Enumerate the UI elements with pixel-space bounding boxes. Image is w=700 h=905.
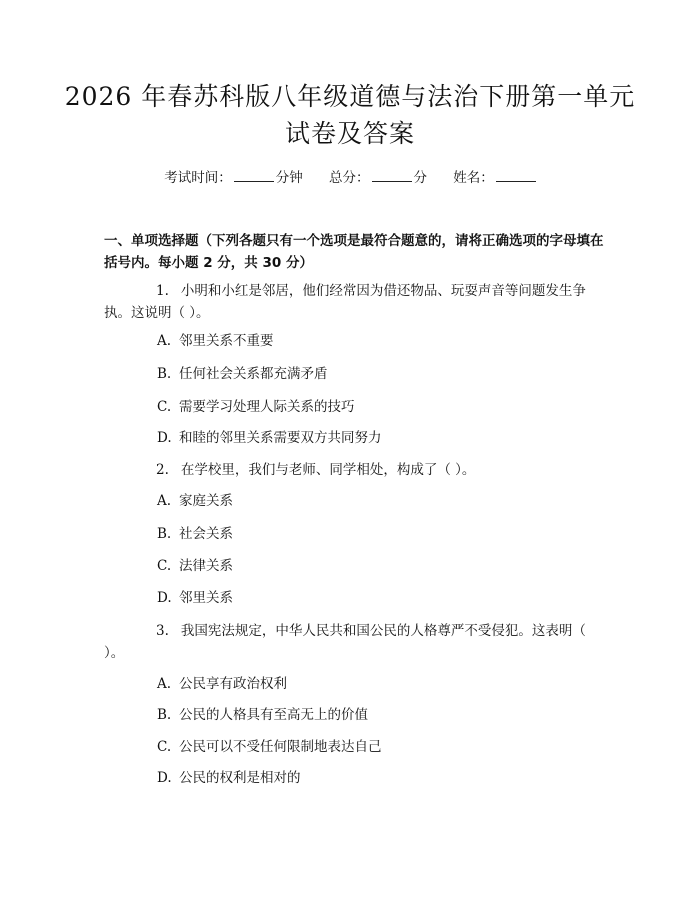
question-1 — [104, 280, 604, 324]
total-score-blank[interactable] — [372, 168, 412, 182]
question-stem: 在学校里，我们与老师、同学相处，构成了（ ）。 — [180, 462, 476, 478]
option-letter: B. — [157, 526, 172, 542]
option-text: 法律关系 — [179, 558, 233, 574]
option-text: 社会关系 — [179, 526, 233, 542]
question-3-option-b[interactable] — [157, 705, 368, 725]
question-number: 2. — [156, 462, 169, 478]
option-letter: A. — [157, 493, 172, 509]
exam-time-blank[interactable] — [234, 168, 274, 182]
option-text: 公民的权利是相对的 — [179, 770, 301, 786]
option-text: 家庭关系 — [179, 493, 233, 509]
option-letter: D. — [157, 430, 172, 446]
exam-time-field — [164, 168, 303, 188]
question-3-option-c[interactable] — [157, 737, 382, 757]
student-name-label: 姓名： — [453, 170, 494, 186]
option-letter: B. — [157, 707, 172, 723]
exam-time-label: 考试时间： — [164, 170, 232, 186]
option-letter: C. — [157, 739, 172, 755]
exam-info-line — [0, 168, 700, 188]
question-2-option-b[interactable] — [157, 524, 233, 544]
option-letter: C. — [157, 399, 172, 415]
question-stem: 小明和小红是邻居，他们经常因为借还物品、玩耍声音等问题发生争执。这说明（ ）。 — [104, 283, 586, 321]
option-letter: A. — [157, 676, 172, 692]
option-letter: D. — [157, 590, 172, 606]
question-1-option-b[interactable] — [157, 364, 328, 384]
page-title: 2026 年春苏科版八年级道德与法治下册第一单元试卷及答案 — [64, 82, 636, 148]
question-2 — [104, 459, 604, 481]
total-score-unit: 分 — [413, 170, 427, 186]
option-text: 公民的人格具有至高无上的价值 — [179, 707, 368, 723]
student-name-blank[interactable] — [496, 168, 536, 182]
question-1-option-d[interactable] — [157, 428, 382, 448]
question-2-option-d[interactable] — [157, 588, 233, 608]
question-2-option-a[interactable] — [157, 491, 233, 511]
option-letter: D. — [157, 770, 172, 786]
question-3-option-d[interactable] — [157, 768, 301, 788]
option-letter: A. — [157, 333, 172, 349]
section-heading: 一、单项选择题（下列各题只有一个选项是最符合题意的，请将正确选项的字母填在括号内。每小题 2 分，共 30 分） — [104, 233, 604, 271]
question-3 — [104, 620, 604, 664]
question-stem: 我国宪法规定，中华人民共和国公民的人格尊严不受侵犯。这表明（ ）。 — [104, 623, 586, 661]
option-text: 邻里关系不重要 — [179, 333, 274, 349]
question-1-option-c[interactable] — [157, 397, 355, 417]
option-text: 公民可以不受任何限制地表达自己 — [179, 739, 382, 755]
total-score-label: 总分： — [329, 170, 370, 186]
question-number: 3. — [156, 623, 169, 639]
option-text: 需要学习处理人际关系的技巧 — [179, 399, 355, 415]
exam-time-unit: 分钟 — [275, 170, 303, 186]
question-1-option-a[interactable] — [157, 331, 274, 351]
option-text: 公民享有政治权利 — [179, 676, 287, 692]
total-score-field — [329, 168, 427, 188]
student-name-field — [453, 168, 536, 188]
question-2-option-c[interactable] — [157, 556, 233, 576]
option-text: 和睦的邻里关系需要双方共同努力 — [179, 430, 382, 446]
option-text: 邻里关系 — [179, 590, 233, 606]
option-letter: B. — [157, 366, 172, 382]
option-text: 任何社会关系都充满矛盾 — [179, 366, 328, 382]
option-letter: C. — [157, 558, 172, 574]
question-number: 1. — [156, 283, 169, 299]
question-3-option-a[interactable] — [157, 674, 287, 694]
